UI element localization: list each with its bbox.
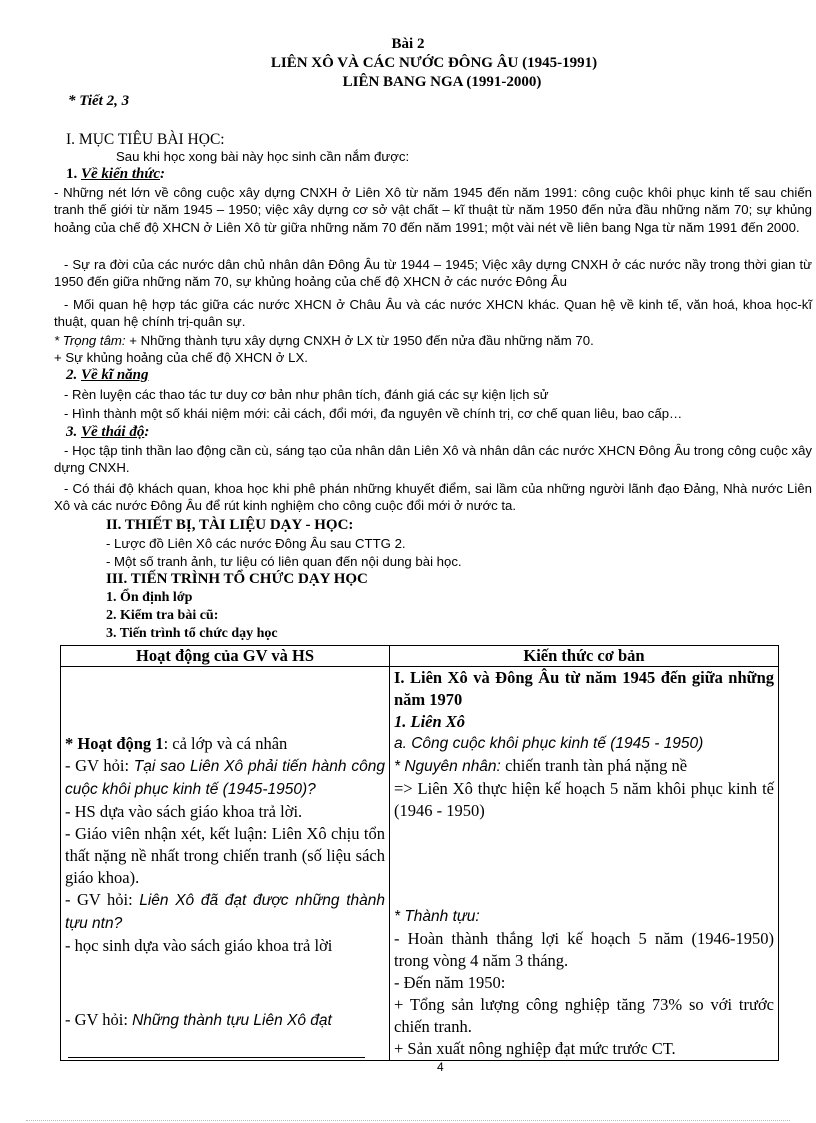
step-3: 3. Tiến trình tổ chức dạy học — [106, 626, 278, 641]
skills-number: 2. — [66, 367, 81, 383]
cause-line — [394, 755, 774, 778]
period-label: * Tiết 2, 3 — [68, 93, 130, 109]
focus-label: * Trọng tâm: — [54, 333, 130, 348]
equipment-item-2: - Một số tranh ảnh, tư liệu có liên quan đến nội dung bài học. — [106, 554, 462, 569]
question-text: Những thành tựu Liên Xô đạt — [132, 1012, 332, 1029]
table-row — [61, 667, 779, 1061]
focus-item-1: + Những thành tựu xây dựng CNXH ở LX từ 1950 đến nửa đầu những năm 70. — [129, 333, 594, 348]
result-line: => Liên Xô thực hiện kế hoạch 5 năm khôi phục kinh tế (1946 - 1950) — [394, 779, 774, 820]
focus-item-2: + Sự khủng hoảng của chế độ XHCN ở LX. — [54, 350, 308, 365]
knowledge-heading-2: 1. Liên Xô — [394, 712, 466, 731]
attitude-heading — [66, 424, 149, 441]
knowledge-paragraph-1: - Những nét lớn về công cuộc xây dựng CNXH ở Liên Xô từ năm 1945 đến năm 1991: công cuộc khôi phục kinh tế sau chiến tranh thế giới từ năm 1945 – 1950; việc xây dựng cơ sở vật chất – kĩ thuật từ năm 1950 đến nửa đầu những năm 70; sự khủng hoảng của chế độ XHCN ở Liên Xô từ giữa những năm 70 đến năm 1991; một vài nét về liên bang Nga từ năm 1991 đến 2000. — [54, 185, 812, 235]
knowledge-heading-3: a. Công cuộc khôi phục kinh tế (1945 - 1950) — [394, 735, 704, 752]
activity-1 — [65, 733, 385, 755]
knowledge-paragraph-2: - Sự ra đời của các nước dân chủ nhân dân Đông Âu từ 1944 – 1945; Việc xây dựng CNXH ở các nước nầy trong thời gian từ 1950 đến giữa những năm 70, sự khủng hoảng của chế độ XHCN ở các nước Đông Âu — [54, 257, 812, 290]
page-bottom-border — [26, 1120, 790, 1121]
step-2: 2. Kiểm tra bài cũ: — [106, 608, 219, 623]
activity-mode: : cả lớp và cá nhân — [163, 734, 288, 753]
table-header-row — [61, 646, 779, 667]
section-2-heading: II. THIẾT BỊ, TÀI LIỆU DẠY - HỌC: — [106, 517, 354, 533]
equipment-item-1: - Lược đồ Liên Xô các nước Đông Âu sau CTTG 2. — [106, 536, 406, 551]
attitude-colon: : — [144, 424, 150, 440]
knowledge-number: 1. — [66, 166, 81, 182]
attitude-number: 3. — [66, 424, 81, 440]
achievement-2: - Đến năm 1950: — [394, 973, 506, 992]
column-header-knowledge: Kiến thức cơ bản — [390, 646, 779, 667]
student-answer-1: - HS dựa vào sách giáo khoa trả lời. — [65, 802, 303, 821]
question-label: - GV hỏi: — [65, 756, 134, 775]
knowledge-colon: : — [159, 166, 165, 182]
footnote-separator — [68, 1057, 365, 1058]
skills-paragraph-1: - Rèn luyện các thao tác tư duy cơ bản như phân tích, đánh giá các sự kiện lịch sử — [64, 387, 549, 402]
column-header-activities: Hoạt động của GV và HS — [61, 646, 390, 667]
knowledge-heading — [66, 166, 165, 183]
step-1: 1. Ổn định lớp — [106, 590, 193, 605]
question-label: - GV hỏi: — [65, 1010, 133, 1029]
knowledge-paragraph-3: - Mối quan hệ hợp tác giữa các nước XHCN ở Châu Âu và các nước XHCN khác. Quan hệ về kinh tế, văn hoá, khoa học-kĩ thuật, quan hệ chính trị-quân sự. — [54, 297, 812, 330]
achievements-label: * Thành tựu: — [394, 908, 480, 925]
knowledge-title: Về kiến thức — [81, 166, 160, 182]
achievement-4: + Sản xuất nông nghiệp đạt mức trước CT. — [394, 1039, 676, 1058]
attitude-title: Về thái độ — [81, 424, 145, 440]
section-1-intro: Sau khi học xong bài này học sinh cần nắm được: — [116, 149, 410, 164]
teacher-conclusion: - Giáo viên nhận xét, kết luận: Liên Xô chịu tổn thất nặng nề nhất trong chiến tranh (số liệu sách giáo khoa). — [65, 824, 385, 887]
skills-heading — [66, 367, 149, 384]
teacher-question-3 — [65, 1009, 385, 1032]
cause-label: * Nguyên nhân: — [394, 758, 506, 775]
activity-label: * Hoạt động 1 — [65, 734, 164, 753]
focus-line-1 — [54, 332, 594, 349]
lesson-title: LIÊN XÔ VÀ CÁC NƯỚC ĐÔNG ÂU (1945-1991) — [270, 55, 598, 71]
section-3-heading: III. TIẾN TRÌNH TỔ CHỨC DẠY HỌC — [106, 571, 368, 587]
teacher-question-1 — [65, 755, 385, 801]
cause-text: chiến tranh tàn phá nặng nề — [505, 756, 688, 775]
section-1-heading: I. MỤC TIÊU BÀI HỌC: — [66, 131, 225, 148]
knowledge-cell — [390, 667, 779, 1061]
student-answer-2: - học sinh dựa vào sách giáo khoa trả lời — [65, 936, 333, 955]
lesson-subtitle: LIÊN BANG NGA (1991-2000) — [342, 74, 542, 90]
teacher-question-2 — [65, 889, 385, 935]
activities-cell — [61, 667, 390, 1061]
lesson-plan-table — [60, 645, 779, 1061]
achievement-3: + Tổng sản lượng công nghiệp tăng 73% so với trước chiến tranh. — [394, 995, 774, 1036]
page-number: 4 — [437, 1060, 444, 1074]
attitude-paragraph-2: - Có thái độ khách quan, khoa học khi phê phán những khuyết điểm, sai lầm của những người lãnh đạo Đảng, Nhà nước Liên Xô và các nước Đông Âu để rút kinh nghiệm cho công cuộc đổi mới ở nước ta. — [54, 481, 812, 514]
achievement-1: - Hoàn thành thắng lợi kế hoạch 5 năm (1946-1950) trong vòng 4 năm 3 tháng. — [394, 929, 774, 970]
skills-title: Về kĩ năng — [81, 367, 149, 383]
attitude-paragraph-1: - Học tập tinh thần lao động cần cù, sáng tạo của nhân dân Liên Xô và nhân dân các nước XHCN Đông Âu trong công cuộc xây dựng CNXH. — [54, 443, 812, 476]
knowledge-heading-1: I. Liên Xô và Đông Âu từ năm 1945 đến giữa những năm 1970 — [394, 668, 774, 709]
question-text: Tại sao Liên Xô phải tiến hành công cuộc khôi phục kinh tế (1945-1950)? — [65, 758, 385, 798]
question-text: Liên Xô đã đạt được những thành tựu ntn? — [65, 892, 385, 932]
question-label: - GV hỏi: — [65, 890, 140, 909]
lesson-number: Bài 2 — [391, 36, 425, 52]
skills-paragraph-2: - Hình thành một số khái niệm mới: cải cách, đổi mới, đa nguyên về chính trị, cơ chế quan liêu, bao cấp… — [64, 406, 683, 421]
